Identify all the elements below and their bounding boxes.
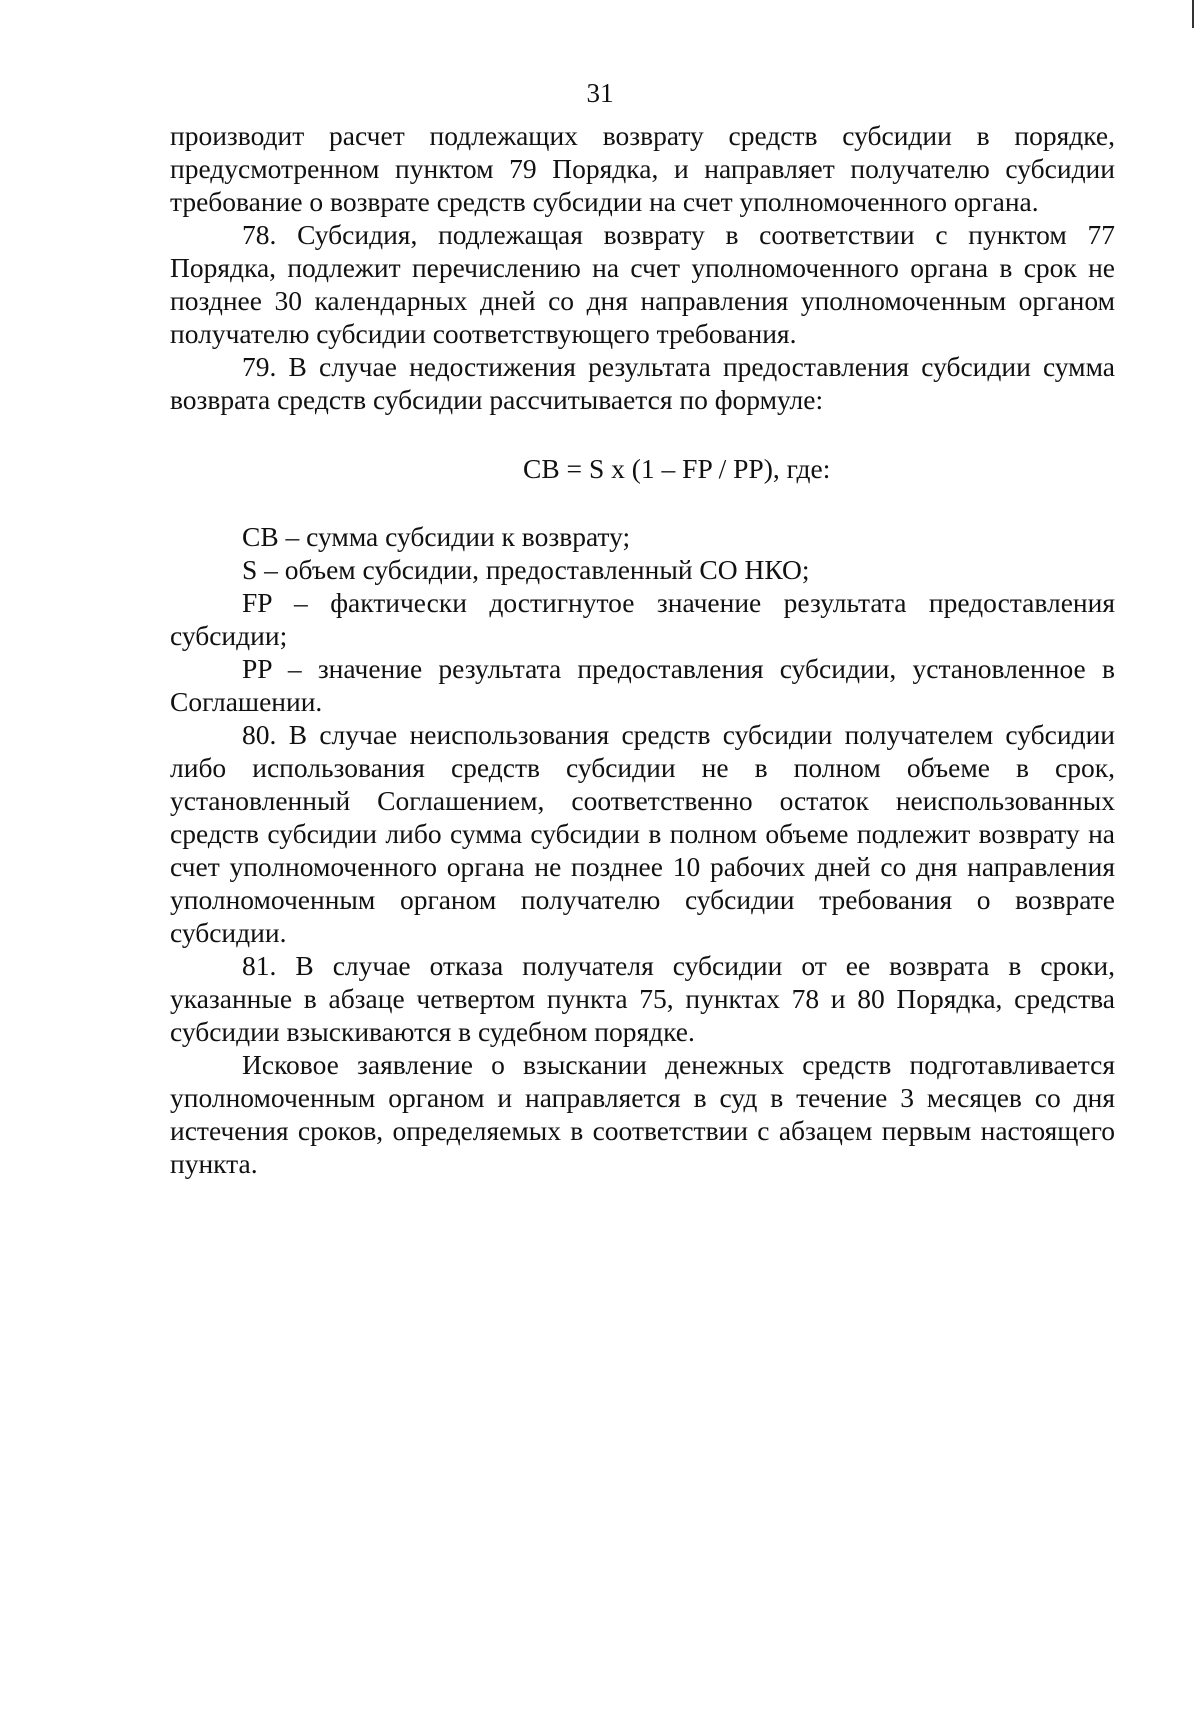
paragraph-continuation: производит расчет подлежащих возврату средств субсидии в порядке, предусмотренном пунктом 79 Порядка, и направляет получателю субсидии требование о возврате средств субсидии на счет уполномоченного органа. (170, 120, 1115, 217)
paragraph-lawsuit: Исковое заявление о взыскании денежных средств подготавливается уполномоченным органом и направляется в суд в течение 3 месяцев со дня истечения сроков, определяемых в соответствии с абзацем первым настоящего пункта. (170, 1049, 1115, 1179)
formula: СВ = S x (1 – FP / PP), где: (523, 453, 831, 484)
definition-pp: PP – значение результата предоставления субсидии, установленное в Соглашении. (170, 653, 1115, 717)
definition-s: S – объем субсидии, предоставленный СО НКО; (242, 554, 810, 585)
paragraph-78: 78. Субсидия, подлежащая возврату в соответствии с пунктом 77 Порядка, подлежит перечислению на счет уполномоченного органа в срок не позднее 30 календарных дней со дня направления уполномоченным органом получателю субсидии соответствующего требования. (170, 219, 1115, 349)
document-body (170, 119, 1115, 1180)
paragraph-79: 79. В случае недостижения результата предоставления субсидии сумма возврата средств субсидии рассчитывается по формуле: (170, 351, 1115, 415)
definition-cb: СВ – сумма субсидии к возврату; (242, 521, 631, 552)
paragraph-81: 81. В случае отказа получателя субсидии от ее возврата в сроки, указанные в абзаце четвертом пункта 75, пунктах 78 и 80 Порядка, средства субсидии взыскиваются в судебном порядке. (170, 950, 1115, 1047)
paragraph-80: 80. В случае неиспользования средств субсидии получателем субсидии либо использования средств субсидии не в полном объеме в срок, установленный Соглашением, соответственно остаток неиспользованных средств субсидии либо сумма субсидии в полном объеме подлежит возврату на счет уполномоченного органа не позднее 10 рабочих дней со дня направления уполномоченным органом получателю субсидии требования о возврате субсидии. (170, 719, 1115, 948)
page-number: 31 (586, 78, 614, 108)
scan-edge-mark (1192, 0, 1194, 28)
definition-fp: FP – фактически достигнутое значение результата предоставления субсидии; (170, 587, 1115, 651)
